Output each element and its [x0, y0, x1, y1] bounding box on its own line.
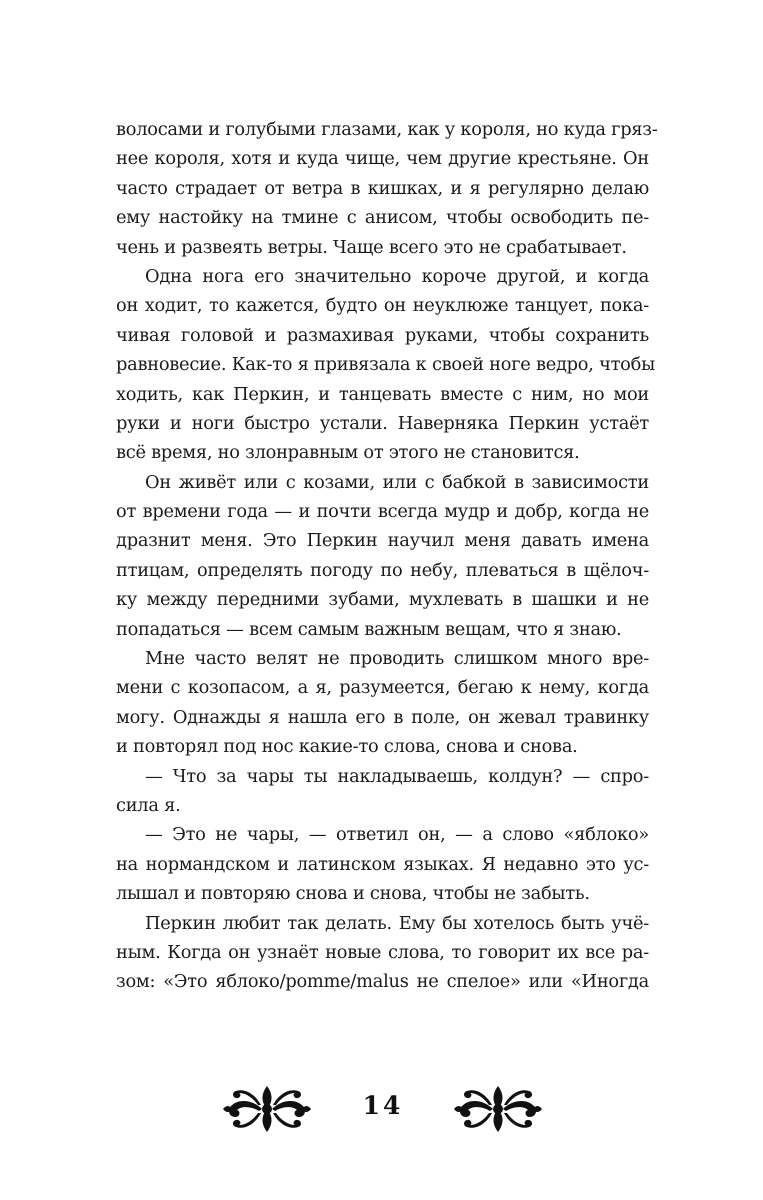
body-text — [116, 115, 658, 997]
text-line: ходить, как Перкин, и танцевать вместе с ним, но мои — [116, 383, 649, 405]
page-footer — [0, 1080, 763, 1140]
text-line: всё время, но злонравным от этого не становится. — [116, 442, 580, 464]
text-line: ку между передними зубами, мухлевать в шашки и не — [116, 589, 649, 611]
text-line: руки и ноги быстро устали. Наверняка Перкин устаёт — [116, 412, 649, 434]
text-line: Перкин любит так делать. Ему бы хотелось быть учё- — [145, 912, 649, 934]
text-line: часто страдает от ветра в кишках, и я регулярно делаю — [116, 177, 649, 199]
text-line: птицам, определять погоду по небу, плеваться в щёлоч- — [116, 559, 649, 581]
text-line: от времени года — и почти всегда мудр и добр, когда не — [116, 501, 649, 523]
text-line: чивая головой и размахивая руками, чтобы сохранить — [116, 324, 649, 346]
text-line: Он живёт или с козами, или с бабкой в зависимости — [145, 471, 649, 493]
text-line: зом: «Это яблоко/pomme/malus не спелое» или «Иногда — [116, 971, 649, 993]
fleuron-ornament-icon — [221, 1080, 313, 1138]
text-line: лышал и повторяю снова и снова, чтобы не забыть. — [116, 883, 590, 905]
text-line: ему настойку на тмине с анисом, чтобы освободить пе- — [116, 207, 649, 229]
text-line: могу. Однажды я нашла его в поле, он жевал травинку — [116, 706, 649, 728]
page-number: 14 — [362, 1091, 404, 1120]
text-line: Одна нога его значительно короче другой, и когда — [145, 265, 649, 287]
text-line: Мне часто велят не проводить слишком много вре- — [145, 648, 649, 670]
text-line: он ходит, то кажется, будто он неуклюже танцует, пока- — [116, 295, 649, 317]
text-line: ным. Когда он узнаёт новые слова, то говорит их все ра- — [116, 941, 649, 963]
text-line: — Это не чары, — ответил он, — а слово «яблоко» — [145, 824, 649, 846]
text-line: мени с козопасом, а я, разумеется, бегаю к нему, когда — [116, 677, 649, 699]
text-line: попадаться — всем самым важным вещам, что я знаю. — [116, 618, 622, 640]
text-line: равновесие. Как-то я привязала к своей ноге ведро, чтобы — [116, 354, 655, 376]
text-line: чень и развеять ветры. Чаще всего это не срабатывает. — [116, 236, 627, 258]
fleuron-ornament-icon — [452, 1080, 544, 1138]
text-line: — Что за чары ты накладываешь, колдун? — спро- — [145, 765, 649, 787]
text-line: и повторял под нос какие-то слова, снова и снова. — [116, 736, 578, 758]
text-line: нее короля, хотя и куда чище, чем другие крестьяне. Он — [116, 148, 649, 170]
text-line: на нормандском и латинском языках. Я недавно это ус- — [116, 853, 649, 875]
text-line: дразнит меня. Это Перкин научил меня давать имена — [116, 530, 649, 552]
text-line: сила я. — [116, 794, 181, 816]
text-line: волосами и голубыми глазами, как у короля, но куда гряз- — [116, 119, 658, 140]
